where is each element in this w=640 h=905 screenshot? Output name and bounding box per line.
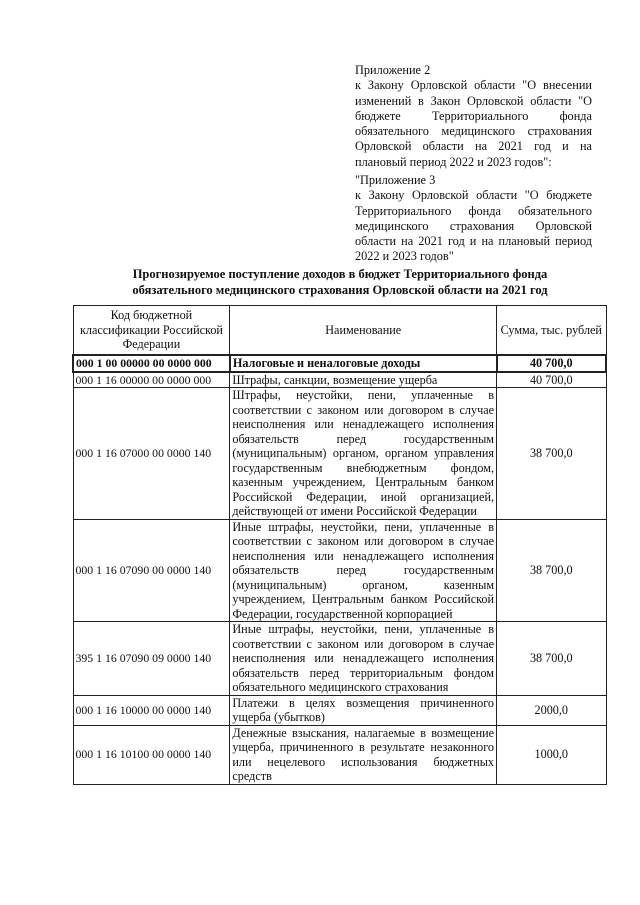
appendix-3-body: к Закону Орловской области "О бюджете Территориального фонда обязательного медицинского страхования Орловской области на 2021 год и на плановый период 2022 и 2023 годов" xyxy=(355,188,592,264)
row-sum: 38 700,0 xyxy=(497,388,606,520)
table-row xyxy=(73,695,606,725)
table-row xyxy=(73,355,606,372)
row-name: Штрафы, санкции, возмещение ущерба xyxy=(230,372,497,388)
row-sum: 38 700,0 xyxy=(497,622,606,696)
row-code: 000 1 16 10100 00 0000 140 xyxy=(73,725,230,784)
row-name: Штрафы, неустойки, пени, уплаченные в соответствии с законом или договором в случае неисполнения или ненадлежащего исполнения обязательств перед государственным (муниципальным) органом, органом управления государственным внебюджетным фондом, казенным учреждением, Центральным банком Российской Федерации, иной организацией, действующей от имени Российской Федерации xyxy=(230,388,497,520)
row-sum: 40 700,0 xyxy=(497,372,606,388)
row-code: 000 1 16 00000 00 0000 000 xyxy=(73,372,230,388)
appendix-3-note xyxy=(355,173,592,265)
row-name: Платежи в целях возмещения причиненного ущерба (убытков) xyxy=(230,695,497,725)
row-name: Налоговые и неналоговые доходы xyxy=(230,355,497,372)
appendix-2-note xyxy=(355,63,592,170)
row-sum: 2000,0 xyxy=(497,695,606,725)
row-sum: 40 700,0 xyxy=(497,355,606,372)
row-sum: 38 700,0 xyxy=(497,519,606,622)
row-name: Иные штрафы, неустойки, пени, уплаченные в соответствии с законом или договором в случае неисполнения или ненадлежащего исполнения обязательств перед государственным (муниципальным) органом, казенным учреждением, Центральным банком Российской Федерации, государственной корпорацией xyxy=(230,519,497,622)
table-row xyxy=(73,622,606,696)
header-name: Наименование xyxy=(230,306,497,356)
appendix-2-heading: Приложение 2 xyxy=(355,63,431,77)
row-name: Иные штрафы, неустойки, пени, уплаченные в соответствии с законом или договором в случае неисполнения или ненадлежащего исполнения обязательств перед территориальным фондом обязательного медицинского страхования xyxy=(230,622,497,696)
header-sum: Сумма, тыс. рублей xyxy=(497,306,606,356)
appendix-2-body: к Закону Орловской области "О внесении изменений в Закон Орловской области "О бюджете Территориального фонда обязательного медицинского страхования Орловской области на 2021 год и на плановый период 2022 и 2023 годов": xyxy=(355,78,592,169)
table-header-row xyxy=(73,306,606,356)
table-row xyxy=(73,519,606,622)
row-code: 000 1 16 10000 00 0000 140 xyxy=(73,695,230,725)
row-code: 000 1 16 07090 00 0000 140 xyxy=(73,519,230,622)
row-sum: 1000,0 xyxy=(497,725,606,784)
row-name: Денежные взыскания, налагаемые в возмещение ущерба, причиненного в результате незаконного или нецелевого использования бюджетных средств xyxy=(230,725,497,784)
header-code: Код бюджетной классификации Российской Федерации xyxy=(73,306,230,356)
row-code: 395 1 16 07090 09 0000 140 xyxy=(73,622,230,696)
row-code: 000 1 00 00000 00 0000 000 xyxy=(73,355,230,372)
document-title: Прогнозируемое поступление доходов в бюджет Территориального фонда обязательного медицинского страхования Орловской области на 2021 год xyxy=(132,267,548,297)
appendix-3-heading: "Приложение 3 xyxy=(355,173,436,187)
row-code: 000 1 16 07000 00 0000 140 xyxy=(73,388,230,520)
table-row xyxy=(73,388,606,520)
table-row xyxy=(73,725,606,784)
table-row xyxy=(73,372,606,388)
revenue-table xyxy=(72,305,607,785)
